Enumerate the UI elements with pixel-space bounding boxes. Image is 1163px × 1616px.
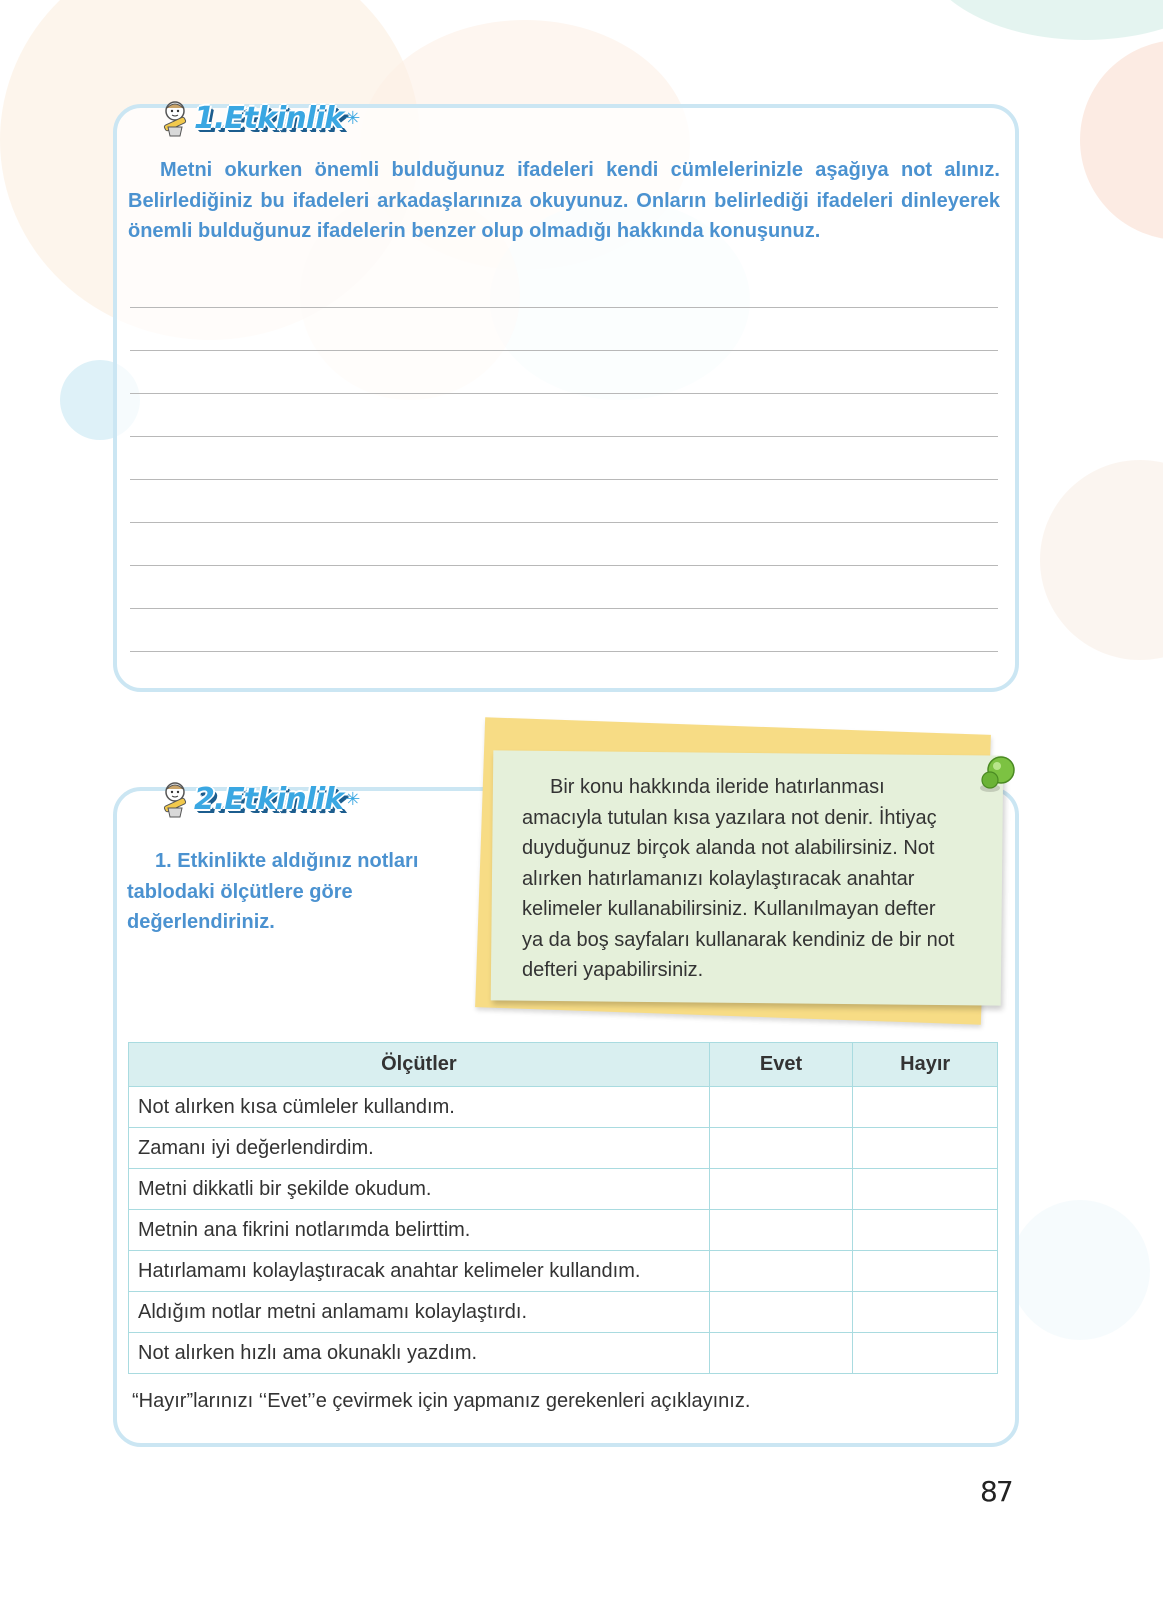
criterion-text: Hatırlamamı kolaylaştıracak anahtar kelimeler kullandım.: [129, 1251, 710, 1292]
table-row: [129, 1128, 998, 1169]
page-number: 87: [980, 1475, 1012, 1508]
criteria-table: [128, 1042, 998, 1374]
closing-instruction: “Hayır”larınızı ‘‘Evet’’e çevirmek için yapmanız gerekenleri açıklayınız.: [132, 1390, 751, 1412]
writing-line[interactable]: [130, 651, 998, 694]
no-cell[interactable]: [853, 1087, 998, 1128]
yes-cell[interactable]: [709, 1169, 853, 1210]
writing-line[interactable]: [130, 522, 998, 565]
criterion-text: Metnin ana fikrini notlarımda belirttim.: [129, 1210, 710, 1251]
writing-line[interactable]: [130, 393, 998, 436]
no-cell[interactable]: [853, 1251, 998, 1292]
push-pin-icon: [968, 752, 1022, 806]
no-cell[interactable]: [853, 1333, 998, 1374]
no-cell[interactable]: [853, 1169, 998, 1210]
yes-cell[interactable]: [709, 1333, 853, 1374]
yes-cell[interactable]: [709, 1087, 853, 1128]
writing-line[interactable]: [130, 479, 998, 522]
sparkle-icon: ✳: [345, 788, 361, 809]
header-yes: Evet: [709, 1043, 853, 1087]
criterion-text: Not alırken kısa cümleler kullandım.: [129, 1087, 710, 1128]
header-criteria: Ölçütler: [129, 1043, 710, 1087]
sticky-note-text: Bir konu hakkında ileride hatırlanması amacıyla tutulan kısa yazılara not denir. İhtiyaç duyduğunuz birçok alanda not alabilirsiniz. Not alırken hatırlamanızı kolaylaştıracak anahtar kelimeler kullanabilirsiniz. Kullanılmayan defter ya da boş sayfaları kullanarak kendiniz de bir not defteri yapabilirsiniz.: [522, 776, 955, 981]
activity-1-instruction: Metni okurken önemli bulduğunuz ifadeleri kendi cümlelerinizle aşağıya not alınız. Belirlediğiniz bu ifadeleri arkadaşlarınıza okuyunuz. Onların belirlediği ifadeleri dinleyerek önemli bulduğunuz ifadelerin benzer olup olmadığı hakkında konuşunuz.: [128, 159, 1000, 242]
table-header-row: [129, 1043, 998, 1087]
yes-cell[interactable]: [709, 1210, 853, 1251]
activity-2-badge: [158, 779, 360, 819]
criterion-text: Aldığım notlar metni anlamamı kolaylaştırdı.: [129, 1292, 710, 1333]
criterion-text: Not alırken hızlı ama okunaklı yazdım.: [129, 1333, 710, 1374]
no-cell[interactable]: [853, 1210, 998, 1251]
activity-2-instruction: 1. Etkinlikte aldığınız notları tablodaki ölçütlere göre değerlendiriniz.: [127, 850, 419, 933]
header-no: Hayır: [853, 1043, 998, 1087]
writing-line[interactable]: [130, 565, 998, 608]
criterion-text: Zamanı iyi değerlendirdim.: [129, 1128, 710, 1169]
table-row: [129, 1292, 998, 1333]
writing-line[interactable]: [130, 436, 998, 479]
table-row: [129, 1251, 998, 1292]
writing-line[interactable]: [130, 608, 998, 651]
criterion-text: Metni dikkatli bir şekilde okudum.: [129, 1169, 710, 1210]
writing-line[interactable]: [130, 350, 998, 393]
activity-1-title: 1.Etkinlik: [194, 100, 344, 136]
pencil-kid-icon: [158, 99, 192, 137]
no-cell[interactable]: [853, 1128, 998, 1169]
activity-1-badge: [158, 98, 360, 138]
yes-cell[interactable]: [709, 1128, 853, 1169]
yes-cell[interactable]: [709, 1292, 853, 1333]
no-cell[interactable]: [853, 1292, 998, 1333]
table-row: [129, 1169, 998, 1210]
sparkle-icon: ✳: [345, 107, 361, 128]
writing-lines[interactable]: [130, 307, 998, 694]
activity-2-title: 2.Etkinlik: [194, 781, 344, 817]
table-row: [129, 1333, 998, 1374]
table-row: [129, 1210, 998, 1251]
table-row: [129, 1087, 998, 1128]
yes-cell[interactable]: [709, 1251, 853, 1292]
pencil-kid-icon: [158, 780, 192, 818]
writing-line[interactable]: [130, 307, 998, 350]
